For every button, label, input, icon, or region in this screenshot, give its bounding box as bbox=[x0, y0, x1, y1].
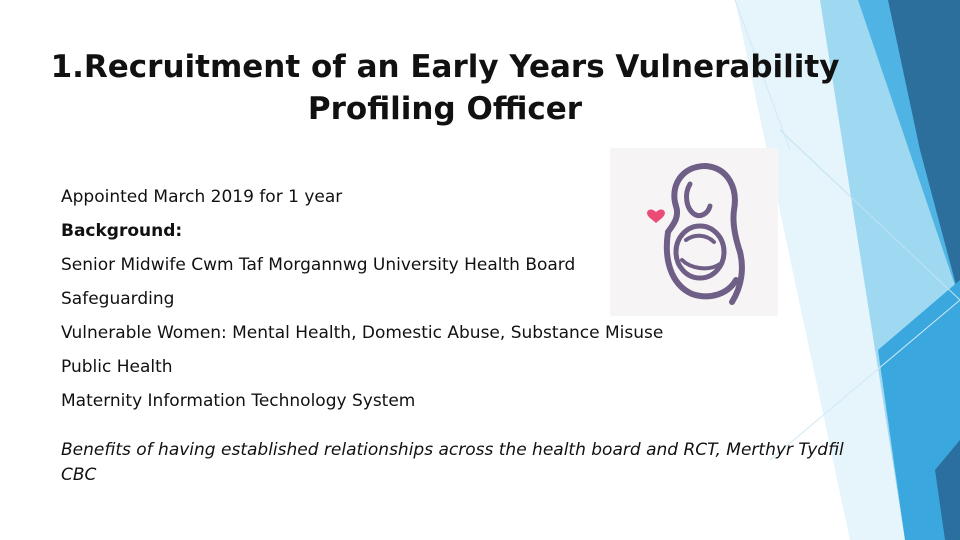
maternity-it-line: Maternity Information Technology System bbox=[61, 391, 416, 411]
safeguarding-line: Safeguarding bbox=[61, 289, 175, 309]
senior-midwife-line: Senior Midwife Cwm Taf Morgannwg University Health Board bbox=[61, 255, 576, 275]
slide-title: 1.Recruitment of an Early Years Vulnerability Profiling Officer bbox=[50, 49, 840, 127]
vulnerable-women-line: Vulnerable Women: Mental Health, Domestic Abuse, Substance Misuse bbox=[61, 323, 664, 343]
public-health-line: Public Health bbox=[61, 357, 173, 377]
slide-body bbox=[61, 180, 861, 488]
appointed-line: Appointed March 2019 for 1 year bbox=[61, 187, 343, 207]
benefits-note: Benefits of having established relationships across the health board and RCT, Merthyr Tydfil CBC bbox=[61, 440, 844, 485]
background-heading: Background: bbox=[61, 221, 183, 241]
